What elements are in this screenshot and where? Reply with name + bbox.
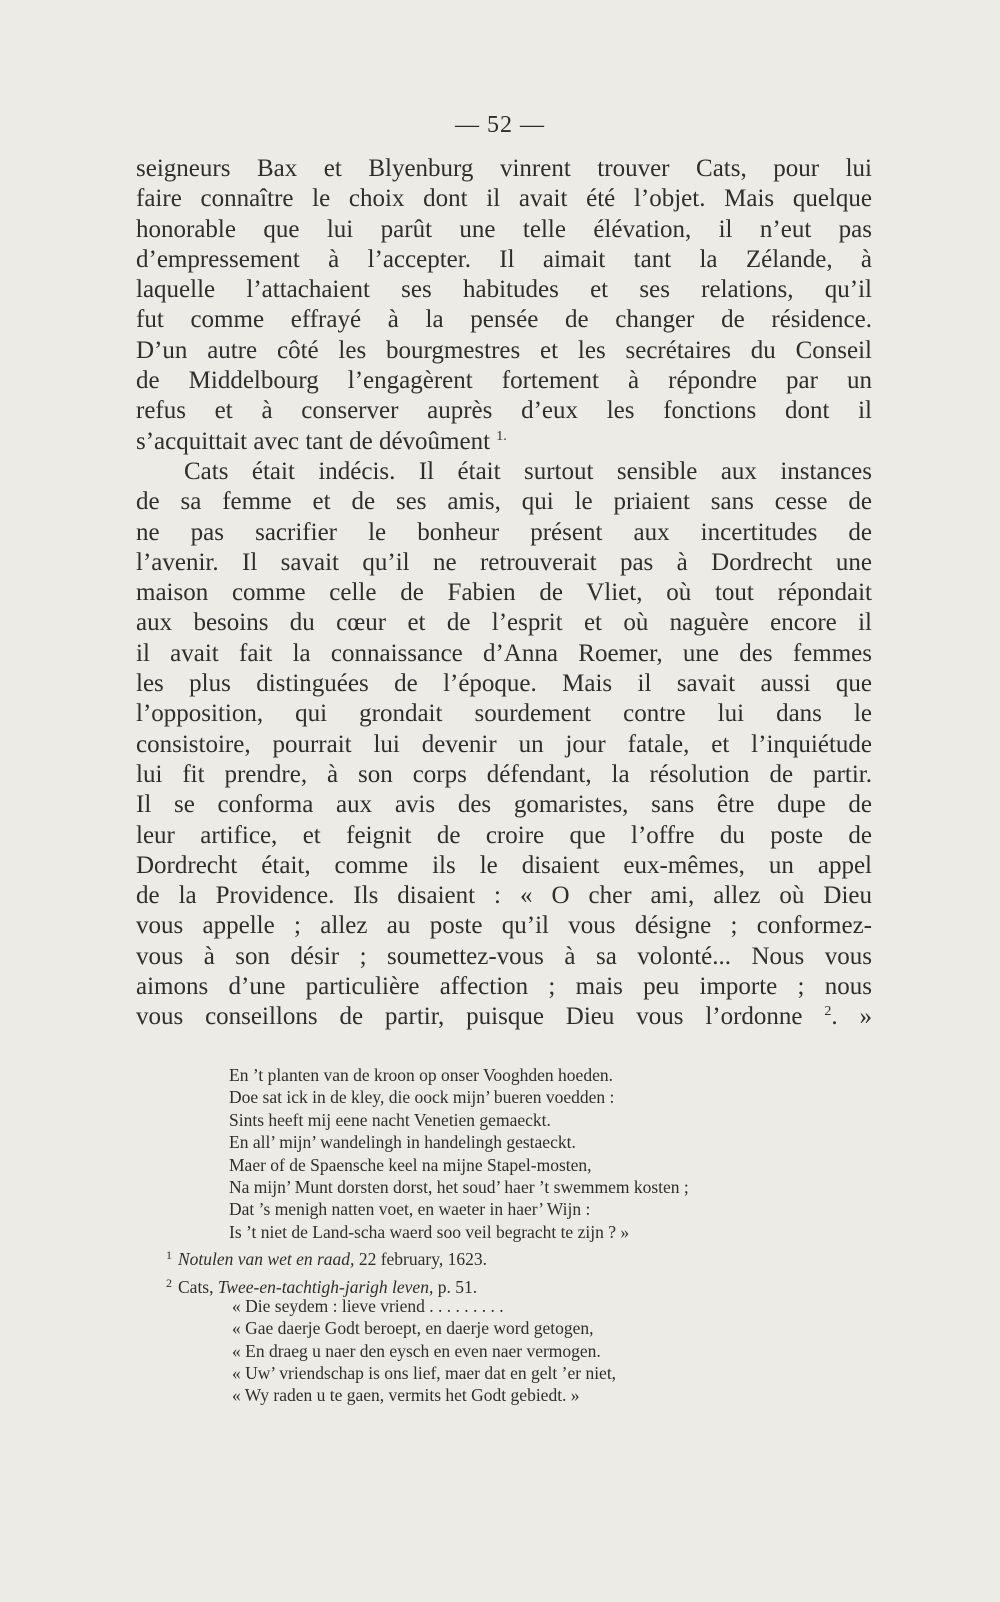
page-number: — 52 —: [455, 112, 545, 138]
footnote-ref-2[interactable]: 2: [824, 1004, 832, 1020]
footnote-quote-line: « En draeg u naer den eysch en even naer vermogen.: [232, 1340, 601, 1361]
verse-line: Maer of de Spaensche keel na mijne Stapel-mosten,: [229, 1154, 592, 1175]
closing-quote: . »: [831, 1003, 873, 1031]
text-line: laquelle l’attachaient ses habitudes et ses relations, qu’il: [136, 276, 872, 304]
text-line: seigneurs Bax et Blyenburg vinrent trouver Cats, pour lui: [136, 155, 872, 182]
footnote-date: 22 february, 1623.: [354, 1249, 487, 1269]
text-line-content: vous conseillons de partir, puisque Dieu vous l’ordonne: [136, 1003, 803, 1031]
text-line: honorable que lui parût une telle élévation, il n’eut pas: [136, 215, 872, 243]
verse-line: Sints heeft mij eene nacht Venetien gemaeckt.: [229, 1109, 551, 1130]
text-line: lui fit prendre, à son corps défendant, la résolution de partir.: [136, 760, 872, 788]
footnote-mark: 2: [166, 1276, 172, 1291]
text-line: refus et à conserver auprès d’eux les fonctions dont il: [136, 397, 872, 425]
text-line: fut comme effrayé à la pensée de changer de résidence.: [136, 306, 872, 334]
text-line: de Middelbourg l’engagèrent fortement à répondre par un: [136, 367, 872, 395]
text-line-content: s’acquittait avec tant de dévoûment: [136, 427, 491, 455]
footnote-source-title: Notulen van wet en raad,: [178, 1249, 355, 1269]
footnote-ref-1[interactable]: 1.: [496, 428, 507, 444]
footnote-source-title: Twee-en-tachtigh-jarigh leven,: [217, 1277, 434, 1298]
verse-line: En ’t planten van de kroon op onser Vooghden hoeden.: [229, 1065, 613, 1085]
text-line: Dordrecht était, comme ils le disaient eux-mêmes, un appel: [136, 851, 872, 879]
footnote-quote-line: « Gae daerje Godt beroept, en daerje word getogen,: [232, 1318, 594, 1339]
text-line: D’un autre côté les bourgmestres et les secrétaires du Conseil: [136, 336, 872, 364]
text-line: Cats était indécis. Il était surtout sensible aux instances: [184, 457, 872, 485]
footnote-1: [166, 1244, 906, 1269]
text-line: l’opposition, qui grondait sourdement contre lui dans le: [136, 700, 872, 728]
text-line: d’empressement à l’accepter. Il aimait tant la Zélande, à: [136, 245, 872, 273]
footnote-2: [166, 1272, 906, 1298]
footnotes: [166, 1244, 906, 1407]
text-line: [136, 1002, 872, 1032]
text-line: de sa femme et de ses amis, qui le priaient sans cesse de: [136, 488, 872, 516]
text-line: aimons d’une particulière affection ; mais peu importe ; nous: [136, 973, 872, 1001]
footnote-quote-line: « Wy raden u te gaen, vermits het Godt gebiedt. »: [232, 1385, 580, 1406]
footnote-page: p. 51.: [433, 1277, 478, 1298]
footnote-mark: 1: [166, 1248, 172, 1262]
verse-line: Is ’t niet de Land-scha waerd soo veil begracht te zijn ? »: [229, 1221, 630, 1242]
footnote-author: Cats,: [178, 1277, 218, 1298]
text-line: consistoire, pourrait lui devenir un jour fatale, et l’inquiétude: [136, 730, 872, 758]
text-line: vous appelle ; allez au poste qu’il vous désigne ; conformez-: [136, 912, 872, 940]
text-line: maison comme celle de Fabien de Vliet, où tout répondait: [136, 579, 872, 607]
verse-line: Doe sat ick in de kley, die oock mijn’ bueren voedden :: [229, 1087, 615, 1108]
text-line: [136, 427, 872, 457]
text-line: l’avenir. Il savait qu’il ne retrouverait pas à Dordrecht une: [136, 548, 872, 576]
text-line: de la Providence. Ils disaient : « O cher ami, allez où Dieu: [136, 882, 872, 910]
text-line: Il se conforma aux avis des gomaristes, sans être dupe de: [136, 791, 872, 819]
main-text: [136, 154, 872, 1033]
text-line: faire connaître le choix dont il avait été l’objet. Mais quelque: [136, 185, 872, 213]
footnote-quote-line: « Die seydem : lieve vriend . . . . . . . . .: [232, 1295, 504, 1316]
text-line: il avait fait la connaissance d’Anna Roemer, une des femmes: [136, 639, 872, 667]
text-line: ne pas sacrifier le bonheur présent aux incertitudes de: [136, 518, 872, 546]
footnote-quote-line: « Uw’ vriendschap is ons lief, maer dat en gelt ’er niet,: [232, 1362, 617, 1383]
verse-line: Dat ’s menigh natten voet, en waeter in haer’ Wijn :: [229, 1199, 591, 1220]
text-line: leur artifice, et feignit de croire que l’offre du poste de: [136, 821, 872, 849]
verse-quotation: [229, 1064, 909, 1243]
text-line: les plus distinguées de l’époque. Mais il savait aussi que: [136, 670, 872, 698]
verse-line: En all’ mijn’ wandelingh in handelingh gestaeckt.: [229, 1132, 576, 1153]
text-line: aux besoins du cœur et de l’esprit et où naguère encore il: [136, 609, 872, 637]
verse-line: Na mijn’ Munt dorsten dorst, het soud’ haer ’t swemmem kosten ;: [229, 1176, 689, 1197]
text-line: vous à son désir ; soumettez-vous à sa volonté... Nous vous: [136, 942, 872, 970]
